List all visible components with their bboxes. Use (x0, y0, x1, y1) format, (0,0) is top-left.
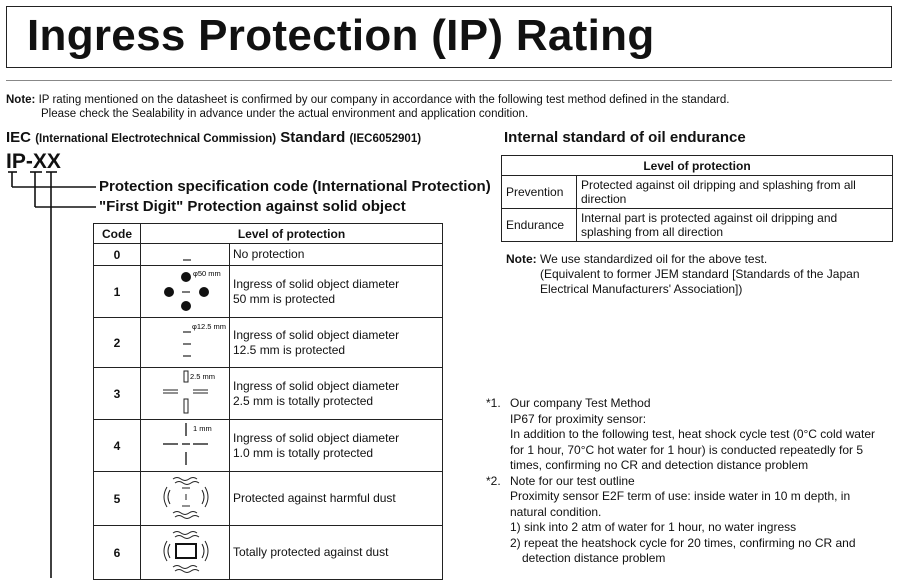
oil-note-line1: We use standardized oil for the above test. (540, 252, 768, 266)
solid-protection-table (93, 223, 443, 580)
row-text2: 50 mm is protected (233, 291, 336, 306)
table-row (94, 472, 443, 526)
note-line: In addition to the following test, heat shock cycle test (0°C cold water (510, 427, 875, 441)
dust-tight-icon (141, 526, 230, 580)
row-text2: 2.5 mm is totally protected (233, 393, 374, 408)
oil-text: Internal part is protected against oil dripping and splashing from all direction (577, 209, 893, 242)
header-level: Level of protection (141, 224, 443, 244)
test-note-1 (486, 396, 875, 474)
icon-label: 2.5 mm (190, 372, 216, 381)
first-digit-label: "First Digit" Protection against solid object (99, 198, 406, 215)
oil-note-line3: Electrical Manufacturers' Association]) (540, 282, 743, 296)
row-code: 6 (94, 526, 141, 580)
note-line: IP67 for proximity sensor: (510, 411, 647, 426)
iec-standard: Standard (280, 129, 346, 146)
row-text: Totally protected against dust (230, 526, 443, 580)
note-line: times, confirming no CR and detection distance problem (510, 458, 809, 472)
table-header-row (94, 224, 443, 244)
ip-prefix: IP- (6, 150, 33, 173)
oil-header: Level of protection (502, 156, 893, 176)
note-line: natural condition. (510, 504, 602, 519)
row-code: 3 (94, 368, 141, 420)
oil-endurance-title: Internal standard of oil endurance (504, 129, 746, 146)
iec-number: (IEC6052901) (349, 133, 422, 145)
row-text2: 1.0 mm is totally protected (233, 445, 374, 460)
page-title: Ingress Protection (IP) Rating (27, 11, 655, 60)
table-row (94, 244, 443, 266)
icon-label: φ12.5 mm (192, 322, 227, 331)
sphere-12-5mm-icon (141, 318, 230, 368)
row-text: Ingress of solid object diameter (233, 430, 400, 445)
ip-digits: XX (32, 150, 61, 173)
oil-note (506, 252, 860, 297)
note-line: 2) repeat the heatshock cycle for 20 times, confirming no CR and (510, 535, 856, 550)
table-row (502, 209, 893, 242)
note-label: Note: (6, 94, 36, 106)
oil-note-line2: (Equivalent to former JEM standard [Standards of the Japan (540, 267, 860, 281)
row-text: Ingress of solid object diameter (233, 327, 400, 342)
table-row (94, 420, 443, 472)
row-code: 1 (94, 266, 141, 318)
row-code: 2 (94, 318, 141, 368)
row-text: Ingress of solid object diameter (233, 276, 400, 291)
oil-category: Endurance (502, 209, 577, 242)
note-title: Note for our test outline (510, 473, 635, 488)
oil-endurance-table (501, 155, 893, 242)
note-line2: Please check the Sealability in advance under the actual environment and application condition. (41, 108, 529, 120)
oil-note-label: Note: (506, 252, 537, 266)
row-text: No protection (230, 244, 443, 266)
wire-1mm-icon (141, 420, 230, 472)
no-protection-icon (141, 244, 230, 266)
protection-spec-label: Protection specification code (International Protection) (99, 178, 491, 195)
note-line: detection distance problem (522, 551, 666, 565)
table-row (94, 526, 443, 580)
row-text: Protected against harmful dust (230, 472, 443, 526)
row-code: 0 (94, 244, 141, 266)
table-row (94, 266, 443, 318)
row-code: 4 (94, 420, 141, 472)
note-title: Our company Test Method (510, 396, 651, 410)
row-text: Ingress of solid object diameter (233, 378, 400, 393)
table-row (94, 318, 443, 368)
icon-label: φ50 mm (193, 269, 221, 278)
dust-protected-icon (141, 472, 230, 526)
table-row (502, 176, 893, 209)
note-line1: IP rating mentioned on the datasheet is confirmed by our company in accordance with the following test method defined in the standard. (38, 94, 730, 106)
oil-text: Protected against oil dripping and splashing from all direction (577, 176, 893, 209)
iec-org: (International Electrotechnical Commission) (35, 133, 277, 145)
oil-header-row (502, 156, 893, 176)
table-row (94, 368, 443, 420)
oil-category: Prevention (502, 176, 577, 209)
row-text2: 12.5 mm is protected (233, 342, 346, 357)
note-line: Proximity sensor E2F term of use: inside water in 10 m depth, in (510, 489, 851, 503)
test-note-2 (486, 474, 875, 567)
header-code: Code (94, 224, 141, 244)
sphere-50mm-icon (141, 266, 230, 318)
note-marker: *1. (486, 396, 501, 410)
icon-label: 1 mm (193, 424, 212, 433)
iec-prefix: IEC (6, 129, 32, 146)
wire-2-5mm-icon (141, 368, 230, 420)
test-notes (486, 396, 875, 567)
note-line: 1) sink into 2 atm of water for 1 hour, no water ingress (510, 520, 797, 534)
row-code: 5 (94, 472, 141, 526)
note-line: for 1 hour, 70°C hot water for 1 hour) is conducted repeatedly for 5 (510, 442, 863, 457)
note-marker: *2. (486, 473, 501, 488)
